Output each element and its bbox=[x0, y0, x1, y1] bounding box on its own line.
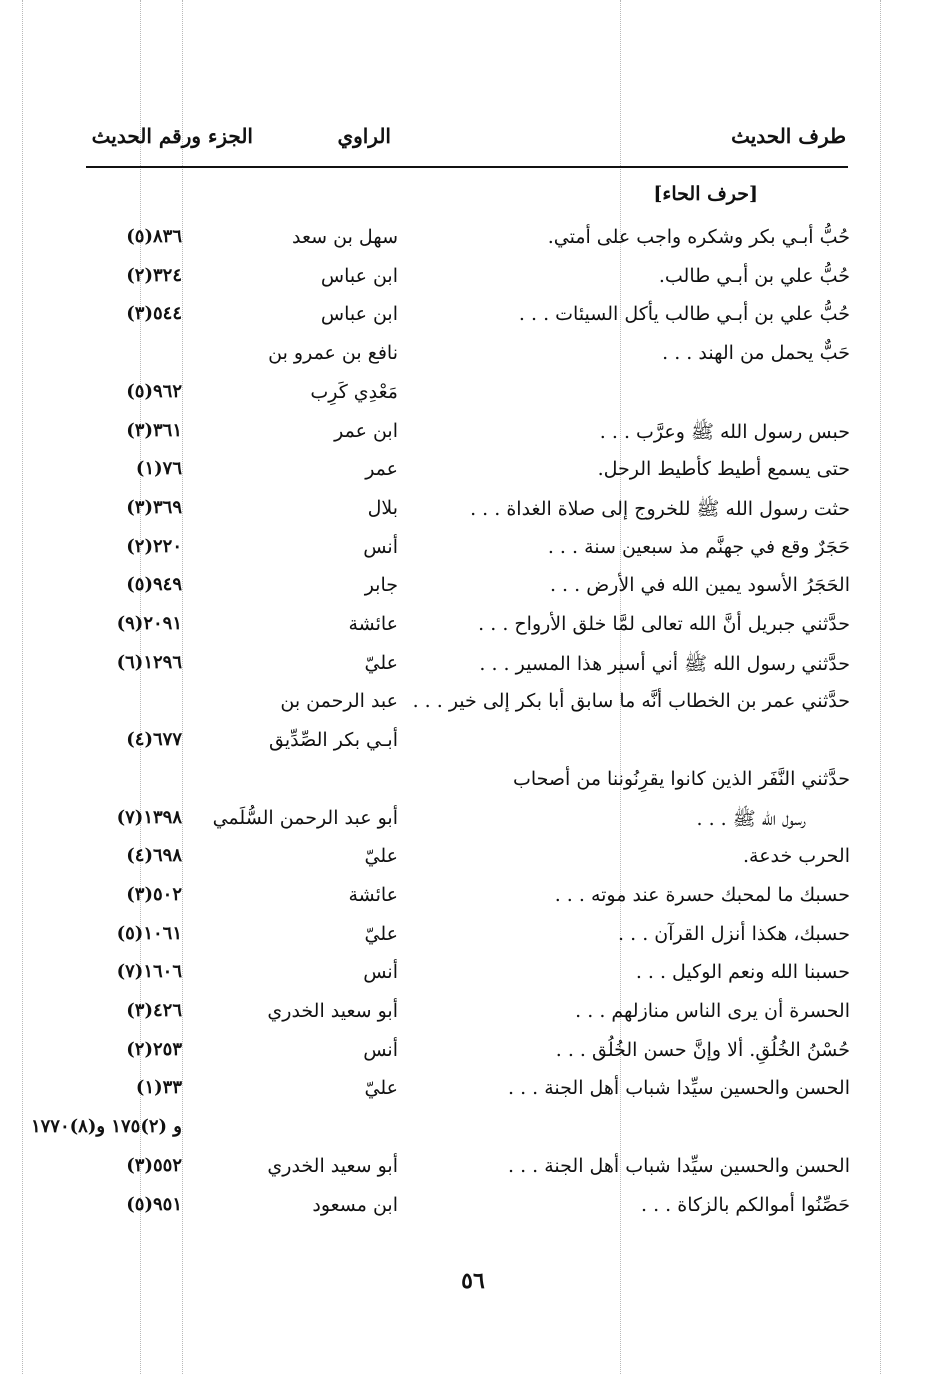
table-row bbox=[0, 226, 946, 256]
narrator-text: عائشة bbox=[348, 613, 398, 635]
narrator-text: أنس bbox=[363, 536, 398, 558]
narrator-text: أبو سعيد الخدري bbox=[267, 1000, 398, 1022]
reference-number: ٣٢٤(٢) bbox=[126, 265, 182, 286]
narrator-text: أبو سعيد الخدري bbox=[267, 1155, 398, 1177]
header-narrator: الراوي bbox=[337, 124, 391, 148]
hadith-text: حبس رسول الله ﷺ وعرَّب . . . bbox=[599, 421, 850, 443]
table-row bbox=[0, 497, 946, 527]
narrator-text: أنس bbox=[363, 961, 398, 983]
reference-number: ١٠٦١(٥) bbox=[116, 923, 182, 944]
narrator-text: نافع بن عمرو بن bbox=[268, 342, 398, 364]
header-hadith: طرف الحديث bbox=[731, 124, 846, 148]
narrator-text: مَعْدِي كَرِب bbox=[310, 381, 398, 403]
page-number: ٥٦ bbox=[461, 1268, 485, 1294]
table-row bbox=[0, 652, 946, 682]
reference-number: ٢٢٠(٢) bbox=[126, 536, 182, 557]
reference-number: ٣٦١(٣) bbox=[126, 420, 182, 441]
hadith-text: حسبنا الله ونعم الوكيل . . . bbox=[635, 961, 850, 983]
hadith-text: الحرب خدعة. bbox=[742, 845, 850, 867]
hadith-text: حدَّثني رسول الله ﷺ أني أسير هذا المسير . . . bbox=[479, 653, 850, 675]
table-row bbox=[0, 303, 946, 333]
table-row bbox=[0, 1155, 946, 1185]
hadith-text: حُسْنُ الخُلُقِ. ألا وإنَّ حسن الخُلُق . . . bbox=[555, 1039, 850, 1061]
table-row bbox=[0, 845, 946, 875]
hadith-text: حثت رسول الله ﷺ للخروج إلى صلاة الغداة . . . bbox=[470, 498, 850, 520]
hadith-text: حسبك، هكذا أنزل القرآن . . . bbox=[618, 923, 850, 945]
hadith-text: حتى يسمع أطيط كأطيط الرحل. bbox=[597, 458, 850, 480]
table-row bbox=[0, 1077, 946, 1107]
reference-number: ٣٦٩(٣) bbox=[126, 497, 182, 518]
reference-number: ٥٠٢(٣) bbox=[126, 884, 182, 905]
header-reference: الجزء ورقم الحديث bbox=[91, 124, 253, 148]
narrator-text: عبد الرحمن بن bbox=[280, 690, 398, 712]
narrator-text: ابن عمر bbox=[334, 420, 398, 442]
hadith-text: حَصِّنُوا أموالكم بالزكاة . . . bbox=[641, 1194, 850, 1216]
narrator-text: بلال bbox=[367, 497, 398, 519]
table-row bbox=[0, 342, 946, 372]
table-row bbox=[0, 1194, 946, 1224]
table-row bbox=[0, 1000, 946, 1030]
reference-number: ١٣٩٨(٧) bbox=[116, 807, 182, 828]
table-row bbox=[0, 574, 946, 604]
hadith-text: حسبك ما لمحبك حسرة عند موته . . . bbox=[554, 884, 850, 906]
table-row bbox=[0, 1116, 946, 1146]
table-row bbox=[0, 961, 946, 991]
table-row bbox=[0, 265, 946, 295]
table-row bbox=[0, 884, 946, 914]
reference-number: ٤٢٦(٣) bbox=[126, 1000, 182, 1021]
table-row bbox=[0, 807, 946, 837]
reference-number: و (٢)١٧٥ و(٨)١٧٧٠ bbox=[30, 1116, 182, 1137]
hadith-text: الحسن والحسين سيِّدا شباب أهل الجنة . . . bbox=[507, 1155, 850, 1177]
narrator-text: عليّ bbox=[364, 652, 398, 674]
reference-number: ٩٥١(٥) bbox=[126, 1194, 182, 1215]
table-row bbox=[0, 536, 946, 566]
reference-number: ٩٦٢(٥) bbox=[126, 381, 182, 402]
reference-number: ٢٥٣(٢) bbox=[126, 1039, 182, 1060]
table-row bbox=[0, 923, 946, 953]
hadith-text: رسول الله ﷺ . . . bbox=[696, 808, 806, 830]
narrator-text: ابن مسعود bbox=[312, 1194, 398, 1216]
reference-number: ١٦٠٦(٧) bbox=[116, 961, 182, 982]
narrator-text: جابر bbox=[364, 574, 398, 596]
narrator-text: عليّ bbox=[364, 923, 398, 945]
reference-number: ٦٩٨(٤) bbox=[126, 845, 182, 866]
table-row bbox=[0, 1039, 946, 1069]
reference-number: ٢٠٩١(٩) bbox=[116, 613, 182, 634]
table-row bbox=[0, 768, 946, 798]
reference-number: ١٢٩٦(٦) bbox=[116, 652, 182, 673]
table-row bbox=[0, 690, 946, 720]
narrator-text: عمر bbox=[365, 458, 398, 480]
reference-number: ٨٣٦(٥) bbox=[126, 226, 182, 247]
hadith-text: حدَّثني عمر بن الخطاب أنَّه ما سابق أبا بكر إلى خير . . . bbox=[412, 690, 850, 712]
narrator-text: عليّ bbox=[364, 845, 398, 867]
hadith-text: حَجَرٌ وقع في جهنَّم مذ سبعين سنة . . . bbox=[547, 536, 850, 558]
hadith-text: الحَجَرُ الأسود يمين الله في الأرض . . . bbox=[549, 574, 850, 596]
narrator-text: سهل بن سعد bbox=[292, 226, 398, 248]
hadith-text: حدَّثني النَّفَر الذين كانوا يقرِنُوننا من أصحاب bbox=[512, 768, 850, 790]
hadith-text: حُبُّ علي بن أبـي طالب. bbox=[658, 265, 850, 287]
table-row bbox=[0, 458, 946, 488]
reference-number: ٥٥٢(٣) bbox=[126, 1155, 182, 1176]
table-row bbox=[0, 729, 946, 759]
hadith-text: الحسن والحسين سيِّدا شباب أهل الجنة . . . bbox=[507, 1077, 850, 1099]
table-row bbox=[0, 381, 946, 411]
hadith-text: حُبُّ علي بن أبـي طالب يأكل السيئات . . . bbox=[518, 303, 850, 325]
reference-number: ٦٧٧(٤) bbox=[126, 729, 182, 750]
hadith-text: حدَّثني جبريل أنَّ الله تعالى لمَّا خلق الأرواح . . . bbox=[478, 613, 850, 635]
hadith-text: حُبُّ أبـي بكر وشكره واجب على أمتي. bbox=[547, 226, 850, 248]
narrator-text: ابن عباس bbox=[320, 303, 398, 325]
narrator-text: أنس bbox=[363, 1039, 398, 1061]
hadith-text: الحسرة أن يرى الناس منازلهم . . . bbox=[575, 1000, 850, 1022]
table-row bbox=[0, 420, 946, 450]
table-row bbox=[0, 613, 946, 643]
header-rule bbox=[86, 166, 848, 168]
reference-number: ٥٤٤(٣) bbox=[126, 303, 182, 324]
narrator-text: عائشة bbox=[348, 884, 398, 906]
reference-number: ٣٣(١) bbox=[135, 1077, 182, 1098]
narrator-text: عليّ bbox=[364, 1077, 398, 1099]
hadith-text: حَبٌّ يحمل من الهند . . . bbox=[662, 342, 850, 364]
narrator-text: أبـي بكر الصِّدِّيق bbox=[269, 729, 398, 751]
reference-number: ٩٤٩(٥) bbox=[126, 574, 182, 595]
narrator-text: ابن عباس bbox=[320, 265, 398, 287]
narrator-text: أبو عبد الرحمن السُّلَمي bbox=[212, 807, 398, 829]
reference-number: ٧٦(١) bbox=[135, 458, 182, 479]
section-title: [حرف الحاء] bbox=[653, 183, 758, 205]
